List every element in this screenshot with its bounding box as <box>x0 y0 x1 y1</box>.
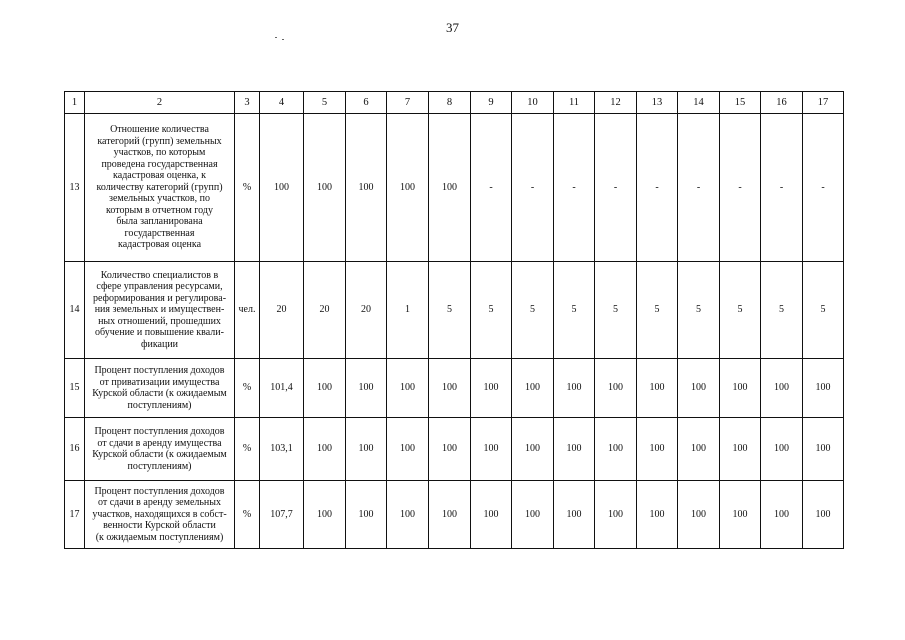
value-cell: 100 <box>346 418 387 481</box>
value-cell: 100 <box>346 114 387 262</box>
value-cell: 100 <box>471 481 512 549</box>
header-cell-16: 16 <box>761 92 803 114</box>
value-cell: - <box>595 114 637 262</box>
description-line: Процент поступления доходов <box>94 485 225 497</box>
value-cell: 107,7 <box>260 481 304 549</box>
value-cell: - <box>637 114 678 262</box>
value-cell: 100 <box>260 114 304 262</box>
value-cell: - <box>471 114 512 262</box>
value-cell: 100 <box>595 359 637 418</box>
row-number: 16 <box>65 418 85 481</box>
header-cell-11: 11 <box>554 92 595 114</box>
value-cell: 100 <box>429 418 471 481</box>
value-cell: 100 <box>429 481 471 549</box>
indicator-description <box>85 481 235 549</box>
value-cell: 100 <box>554 481 595 549</box>
page-number: 37 <box>446 20 459 35</box>
value-cell: 100 <box>387 114 429 262</box>
value-cell: 5 <box>471 262 512 359</box>
value-cell: 100 <box>637 418 678 481</box>
value-cell: 100 <box>387 481 429 549</box>
header-cell-13: 13 <box>637 92 678 114</box>
indicator-description <box>85 114 235 262</box>
header-cell-7: 7 <box>387 92 429 114</box>
header-cell-1: 1 <box>65 92 85 114</box>
value-cell: 100 <box>346 481 387 549</box>
description-line: участков, по которым <box>113 147 206 159</box>
unit-cell: % <box>235 481 260 549</box>
description-line: ных отношений, прошедших <box>98 315 221 327</box>
description-line: категорий (групп) земельных <box>97 135 222 147</box>
value-cell: 100 <box>761 481 803 549</box>
value-cell: 100 <box>471 359 512 418</box>
description-line: венности Курской области <box>103 520 216 532</box>
value-cell: 100 <box>595 418 637 481</box>
header-cell-4: 4 <box>260 92 304 114</box>
unit-cell: % <box>235 114 260 262</box>
description-line: кадастровая оценка, к <box>113 170 206 182</box>
value-cell: 100 <box>512 481 554 549</box>
header-cell-10: 10 <box>512 92 554 114</box>
table-row <box>65 418 844 481</box>
value-cell: - <box>803 114 844 262</box>
value-cell: 5 <box>554 262 595 359</box>
description-line: кадастровая оценка <box>117 239 202 251</box>
value-cell: 100 <box>761 359 803 418</box>
description-line: количеству категорий (групп) <box>96 181 223 193</box>
value-cell: 1 <box>387 262 429 359</box>
value-cell: 100 <box>720 359 761 418</box>
description-line: поступлениям) <box>127 460 192 472</box>
unit-cell: % <box>235 418 260 481</box>
value-cell: 100 <box>554 418 595 481</box>
description-line: была запланирована <box>116 216 203 228</box>
header-cell-15: 15 <box>720 92 761 114</box>
description-line: Количество специалистов в <box>100 269 219 281</box>
description-line: (к ожидаемым поступлениям) <box>95 531 224 543</box>
description-line: реформирования и регулирова- <box>92 292 227 304</box>
value-cell: 20 <box>304 262 346 359</box>
table-row <box>65 262 844 359</box>
description-line: государственная <box>124 227 195 239</box>
indicator-description <box>85 262 235 359</box>
value-cell: 100 <box>429 114 471 262</box>
header-cell-14: 14 <box>678 92 720 114</box>
table-row <box>65 481 844 549</box>
value-cell: 100 <box>595 481 637 549</box>
description-line: от сдачи в аренду земельных <box>98 497 221 509</box>
value-cell: 100 <box>637 481 678 549</box>
value-cell: 5 <box>803 262 844 359</box>
value-cell: 5 <box>429 262 471 359</box>
description-line: сфере управления ресурсами, <box>96 281 223 293</box>
description-line: от приватизации имущества <box>99 376 220 388</box>
value-cell: 100 <box>554 359 595 418</box>
value-cell: 100 <box>512 359 554 418</box>
value-cell: - <box>678 114 720 262</box>
unit-cell: % <box>235 359 260 418</box>
value-cell: - <box>512 114 554 262</box>
header-cell-2: 2 <box>85 92 235 114</box>
unit-cell: чел. <box>235 262 260 359</box>
row-number: 14 <box>65 262 85 359</box>
value-cell: 20 <box>346 262 387 359</box>
value-cell: 5 <box>720 262 761 359</box>
value-cell: - <box>554 114 595 262</box>
value-cell: - <box>761 114 803 262</box>
value-cell: 5 <box>761 262 803 359</box>
description-line: поступлениям) <box>127 399 192 411</box>
value-cell: 100 <box>471 418 512 481</box>
value-cell: 100 <box>429 359 471 418</box>
table-body <box>65 92 844 549</box>
row-number: 15 <box>65 359 85 418</box>
table-row <box>65 114 844 262</box>
value-cell: 101,4 <box>260 359 304 418</box>
description-line: Отношение количества <box>110 124 209 136</box>
description-line: фикации <box>140 338 179 350</box>
description-line: проведена государственная <box>101 158 218 170</box>
description-line: Процент поступления доходов <box>94 365 225 376</box>
value-cell: - <box>720 114 761 262</box>
value-cell: 100 <box>678 418 720 481</box>
value-cell: 100 <box>304 114 346 262</box>
indicators-table <box>64 91 844 549</box>
value-cell: 100 <box>720 481 761 549</box>
value-cell: 100 <box>761 418 803 481</box>
value-cell: 5 <box>678 262 720 359</box>
description-line: Курской области (к ожидаемым <box>92 388 227 399</box>
value-cell: 100 <box>803 418 844 481</box>
indicator-description <box>85 359 235 418</box>
description-line: Процент поступления доходов <box>94 426 225 437</box>
value-cell: 100 <box>720 418 761 481</box>
description-line: ния земельных и имуществен- <box>94 304 225 316</box>
table-row <box>65 359 844 418</box>
description-line: от сдачи в аренду имущества <box>97 437 222 449</box>
value-cell: 100 <box>512 418 554 481</box>
value-cell: 100 <box>387 359 429 418</box>
value-cell: 5 <box>595 262 637 359</box>
header-cell-17: 17 <box>803 92 844 114</box>
header-cell-12: 12 <box>595 92 637 114</box>
description-line: Курской области (к ожидаемым <box>92 449 227 460</box>
row-number: 17 <box>65 481 85 549</box>
header-cell-3: 3 <box>235 92 260 114</box>
value-cell: 100 <box>304 418 346 481</box>
value-cell: 5 <box>637 262 678 359</box>
header-cell-6: 6 <box>346 92 387 114</box>
value-cell: 100 <box>637 359 678 418</box>
value-cell: 100 <box>304 359 346 418</box>
value-cell: 5 <box>512 262 554 359</box>
description-line: участков, находящихся в собст- <box>92 508 227 520</box>
row-number: 13 <box>65 114 85 262</box>
value-cell: 100 <box>803 481 844 549</box>
indicator-description <box>85 418 235 481</box>
value-cell: 20 <box>260 262 304 359</box>
value-cell: 103,1 <box>260 418 304 481</box>
description-line: которым в отчетном году <box>106 204 213 216</box>
description-line: земельных участков, по <box>109 193 210 205</box>
value-cell: 100 <box>387 418 429 481</box>
scan-speck <box>282 39 284 40</box>
value-cell: 100 <box>803 359 844 418</box>
value-cell: 100 <box>304 481 346 549</box>
value-cell: 100 <box>678 359 720 418</box>
header-cell-5: 5 <box>304 92 346 114</box>
scan-speck <box>275 37 277 38</box>
description-line: обучение и повышение квали- <box>95 327 224 339</box>
value-cell: 100 <box>346 359 387 418</box>
header-cell-8: 8 <box>429 92 471 114</box>
header-row <box>65 92 844 114</box>
value-cell: 100 <box>678 481 720 549</box>
header-cell-9: 9 <box>471 92 512 114</box>
